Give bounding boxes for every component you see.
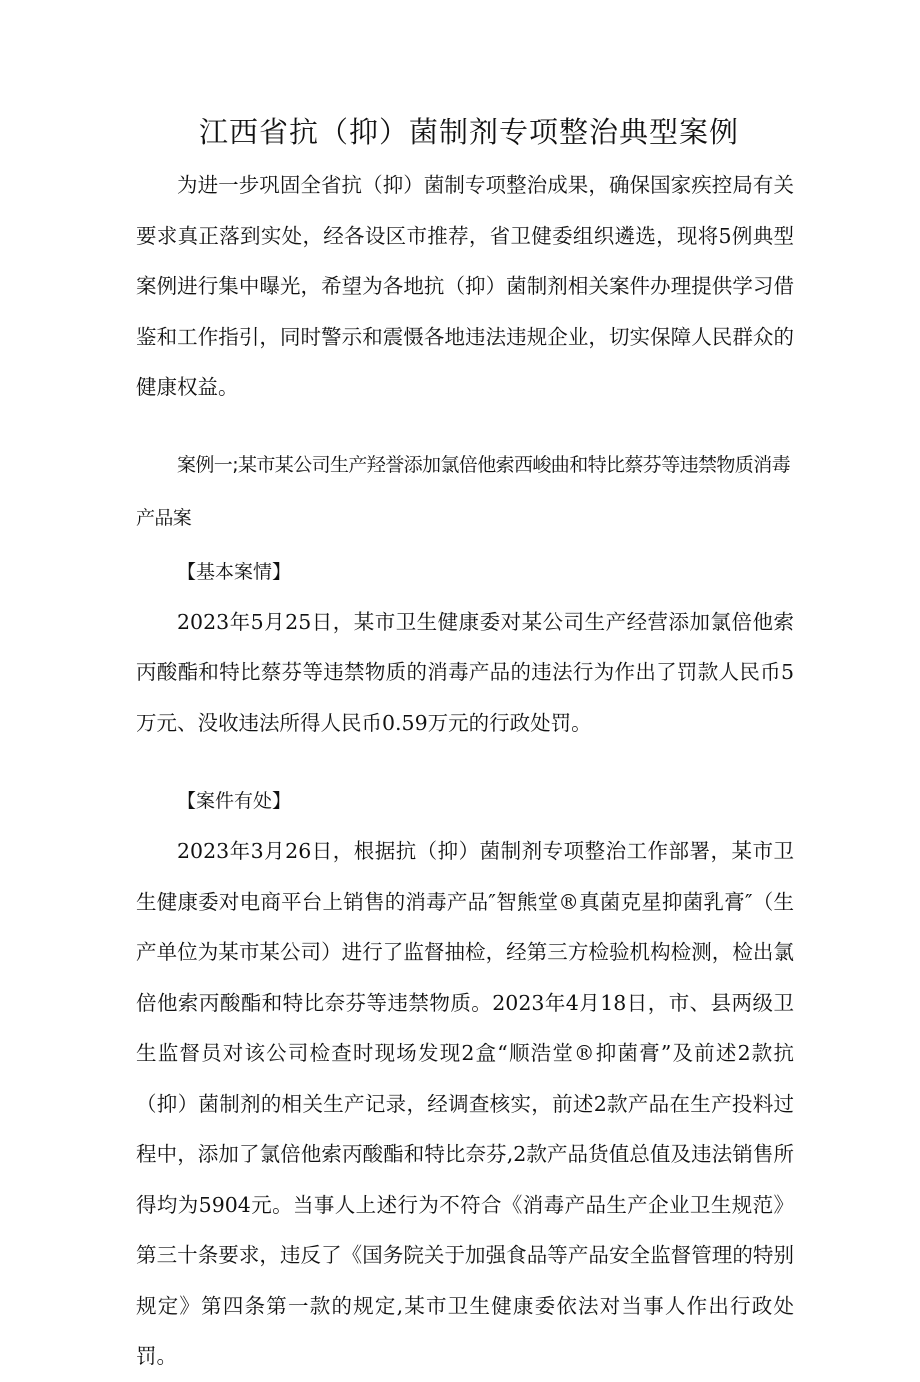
- basic-case-paragraph: 2023年5月25日，某市卫生健康委对某公司生产经营添加氯倍他索丙酸酯和特比蔡芬等违禁物质的消毒产品的违法行为作出了罚款人民币5万元、没收违法所得人民币0.59万元的行政处罚。: [136, 609, 794, 735]
- section-heading-detail: 【案件有处】: [177, 790, 292, 812]
- document-page: [136, 112, 794, 1382]
- detail-case-paragraph: 2023年3月26日，根据抗（抑）菌制剂专项整治工作部署，某市卫生健康委对电商平台上销售的消毒产品″智熊堂®真菌克星抑菌乳膏″（生产单位为某市某公司）进行了监督抽检，经第三方检验机构检测，检出氯倍他索丙酸酯和特比奈芬等违禁物质。2023年4月18日，市、县两级卫生监督员对该公司检查时现场发现2盒“顺浩堂®抑菌膏”及前述2款抗（抑）菌制剂的相关生产记录，经调查核实，前述2款产品在生产投料过程中，添加了氯倍他索丙酸酯和特比奈芬,2款产品货值总值及违法销售所得均为5904元。当事人上述行为不符合《消毒产品生产企业卫生规范》第三十条要求，违反了《国务院关于加强食品等产品安全监督管理的特别规定》第四条第一款的规定,某市卫生健康委依法对当事人作出行政处罚。: [136, 839, 794, 1368]
- intro-paragraph: 为进一步巩固全省抗（抑）菌制专项整治成果，确保国家疾控局有关要求真正落到实处，经各设区市推荐，省卫健委组织遴选，现将5例典型案例进行集中曝光，希望为各地抗（抑）菌制剂相关案件办理提供学习借鉴和工作指引，同时警示和震慑各地违法违规企业，切实保障人民群众的健康权益。: [136, 173, 794, 399]
- document-title: 江西省抗（抑）菌制剂专项整治典型案例: [198, 115, 739, 149]
- case-title: 案例一;某市某公司生产羟誉添加氯倍他索西峻曲和特比蔡芬等违禁物质消毒产品案: [136, 453, 791, 529]
- section-heading-basic: 【基本案情】: [177, 560, 292, 583]
